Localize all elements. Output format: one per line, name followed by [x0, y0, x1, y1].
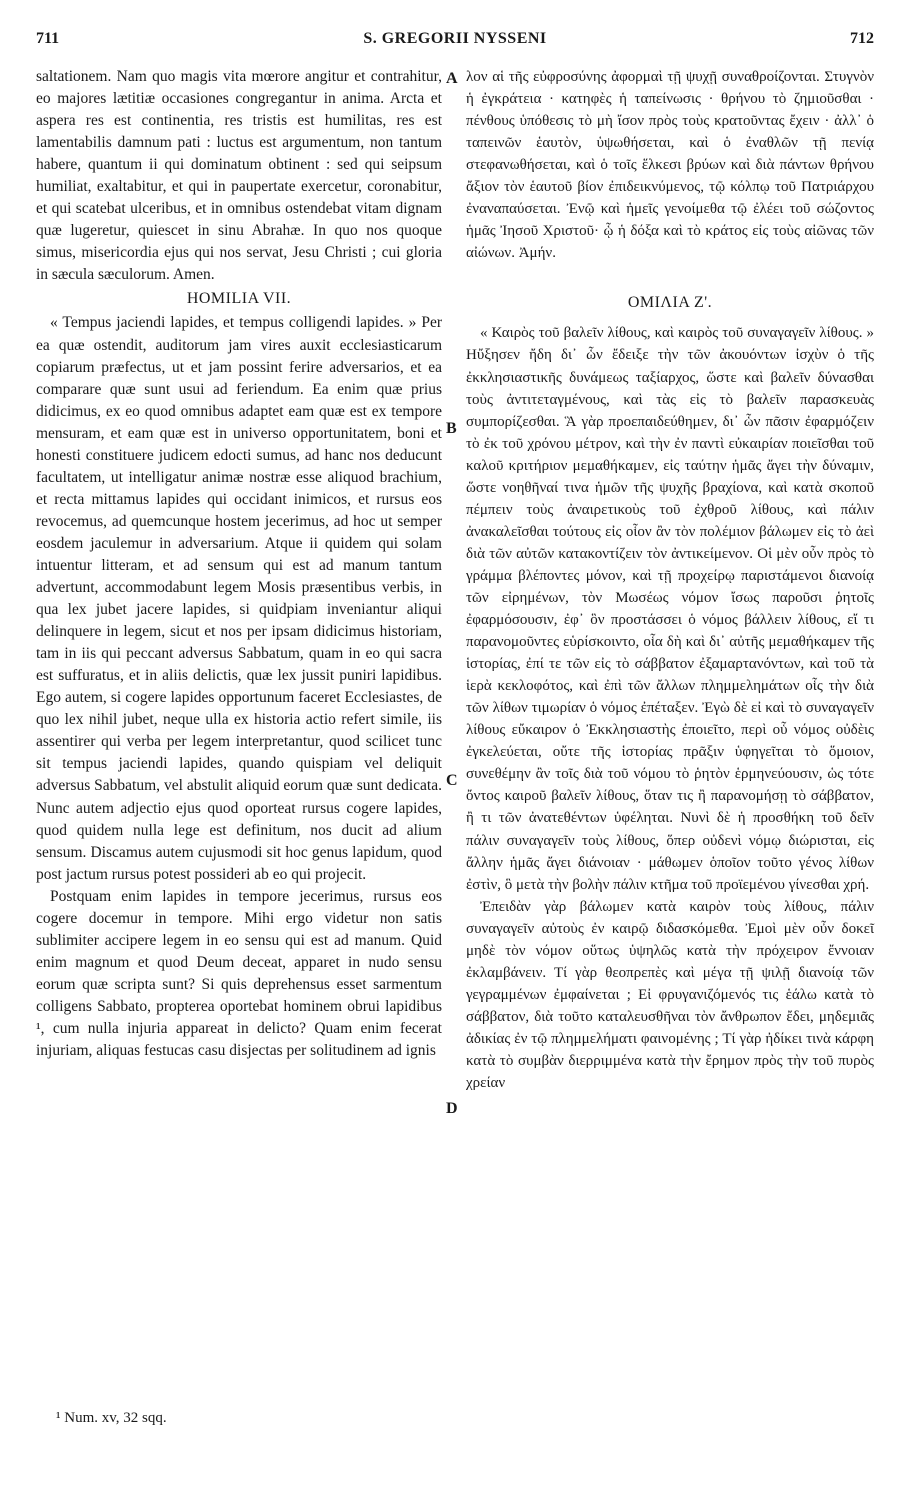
latin-paragraph-1: saltationem. Nam quo magis vita mœrore angitur et contrahitur, eo majores lætitiæ occasiones congregantur in anima. Arcta et aspera res est continentia, res tristis est humilitas, res est lamentabilis damnum pati : luctus est argumentum, non tantum habere, quantum ii qui dominatum obtinent : sed qui seipsum humiliat, exaltabitur, et qui in paupertate exercetur, coronabitur, et qui scatebat ulceribus, et in omnibus ostendebat vitam dignam quæ lugeretur, quiescet in sinu Abrahæ. In quo nos quoque simus, misericordia ejus qui nos servat, Jesu Christi ; cui gloria in sæcula sæculorum. Amen. — [36, 68, 442, 284]
running-header — [36, 30, 874, 56]
latin-homily-heading: HOMILIA VII. — [186, 290, 292, 308]
greek-column — [466, 66, 874, 1094]
section-marker-b: B — [446, 420, 457, 437]
latin-paragraph-2: « Tempus jaciendi lapides, et tempus colligendi lapides. » Per ea quæ ostendit, auditorum jam vires auxit ecclesiasticarum copiarum præfectus, ut et jam possint ferire adversarios, et ea comparare quæ sunt usui ad feriendum. Ea enim quæ prius didicimus, ex eo quod omnibus adaptet eam quæ est ex tempore mensuram, et eam quæ est in universo opportunitatem, boni et honesti constituere judicem edocti sumus, ad hanc nos deducunt facultatem, ut intelligatur animæ nostræ esse aliquod brachium, et recta mittamus lapides qui occidant inimicos, et rursus eos revocemus, ad quemcunque hostem jecerimus, ad hoc ut semper eosdem jaculemur in adversarium. Atque ii quidem qui solam intuentur litteram, et ad sensum qui est ad manum tantum advertunt, accommodabunt legem Mosis præsentibus verbis, in qua lex jubet jacere lapides, si quidpiam inveniantur aliqui delinquere in legem, sicut et nos per ipsam didicimus historiam, tam in iis qui peccant adversus Sabbatum, quam in eo qui sacra est suffuratus, et in aliis delictis, quæ lex jussit puniri lapidibus. Ego autem, si cogere lapides opportunum faceret Ecclesiastes, de quo lex nihil jubet, neque ulla ex historia actio refert simile, iis assentirer qui verba per legem interpretantur, quod scilicet tunc sit tempus jaciendi lapides, quando quispiam vel deliquit adversus Sabbatum, vel abstulit aliquid eorum quæ sunt dedicata. Nunc autem adjectio ejus quod oporteat rursus cogere lapides, quod quidem nulla lege est definitum, nos ducit ad alium sensum. Discamus autem cujusmodi sit hoc genus lapidum, quod post jactum rursus potest possideri ab eo qui projecit. — [36, 314, 442, 883]
section-marker-c: C — [446, 772, 458, 789]
latin-paragraph-3: Postquam enim lapides in tempore jecerimus, rursus eos cogere docemur in tempore. Mihi ergo videtur non satis sublimiter accipere legem in eo sensu qui est ad manum. Quid enim magnum et quod Deum deceat, apparet in nudo sensu eorum quæ scripta sunt? Si quis deprehensus esset sarmentum colligens Sabbato, propterea oportebat hominem obrui lapidibus ¹, cum nulla injuria appareat in delicto? Quam enim fecerat injuriam, aliquas festucas casu disjectas per solitudinem ad ignis — [36, 887, 442, 1060]
greek-paragraph-1: λον αἱ τῆς εὐφροσύνης ἀφορμαὶ τῇ ψυχῇ συναθροίζονται. Στυγνὸν ἡ ἐγκράτεια · κατηφὲς ἡ ταπείνωσις · θρήνου τὸ ζημιοῦσθαι · πένθους ὑπόθεσις τὸ μὴ ἴσον πρὸς τοὺς κρατοῦντας ἔχειν · ἀλλ᾽ ὁ ταπεινῶν ἑαυτὸν, ὑψωθήσεται, καὶ ὁ ἐναθλῶν τῇ πενίᾳ στεφανωθήσεται, καὶ ὁ τοῖς ἕλκεσι βρύων καὶ διὰ πάντων θρήνου ἄξιον τὸν ἑαυτοῦ βίον ἐπιδεικνύμενος, τῷ κόλπῳ τοῦ Πατριάρχου ἐναναπαύσεται. Ἐνῷ καὶ ἡμεῖς γενοίμεθα τῷ ἐλέει τοῦ σώζοντος ἡμᾶς Ἰησοῦ Χριστοῦ· ᾧ ἡ δόξα καὶ τὸ κράτος εἰς τοὺς αἰῶνας τῶν αἰώνων. Ἀμήν. — [466, 69, 874, 262]
running-title: S. GREGORII NYSSENI — [363, 30, 547, 47]
greek-homily-heading: ΟΜΙΛΙΑ Ζ'. — [627, 294, 713, 312]
page-number-right: 712 — [850, 30, 874, 47]
latin-column — [36, 66, 442, 1062]
section-marker-d: D — [446, 1100, 458, 1117]
greek-paragraph-3: Ἐπειδὰν γὰρ βάλωμεν κατὰ καιρὸν τοὺς λίθους, πάλιν συναγαγεῖν αὐτοὺς ἐν καιρῷ διδασκόμεθα. Ἐμοὶ μὲν οὖν δοκεῖ μηδὲ τὸν νόμον οὕτως ὑψηλῶς κατὰ τὴν πρόχειρον ἔννοιαν ἐκλαμβάνειν. Τί γὰρ θεοπρεπὲς καὶ μέγα τῇ ψιλῇ διανοίᾳ τῶν γεγραμμένων ἐμφαίνεται ; Εἰ φρυγανιζόμενός τις ἑάλω κατὰ τὸ σάββατον, διὰ τοῦτο καταλευσθῆναι τὸν ἄνθρωπον ἔδει, μηδεμιᾶς ἀδικίας ἐν τῷ πλημμελήματι φαινομένης ; Τί γὰρ ἠδίκει τινὰ κάρφη κατὰ τὸ συμβὰν διερριμμένα κατὰ τὴν ἔρημον πρὸς τὴν τοῦ πυρὸς χρείαν — [466, 898, 874, 1092]
page-number-left: 711 — [36, 30, 60, 47]
section-marker-a: A — [446, 70, 458, 87]
footnote: ¹ Num. xv, 32 sqq. — [56, 1410, 167, 1426]
greek-paragraph-2: « Καιρὸς τοῦ βαλεῖν λίθους, καὶ καιρὸς τοῦ συναγαγεῖν λίθους. » Ηὔξησεν ἤδη δι᾽ ὧν ἔδειξε τὴν τῶν ἀκουόντων ἰσχὺν ὁ τῆς ἐκκλησιαστικῆς δυνάμεως ταξίαρχος, ὥστε καὶ βαλεῖν δύνασθαι τοὺς ἀντιτεταγμένους, καὶ τὰς εἰς τὸ βαλεῖν παρασκευὰς συμπορίζεσθαι. Ἃ γὰρ προεπαιδεύθημεν, δι᾽ ὧν πᾶσιν ἐφαρμόζειν τὸ ἐκ τοῦ χρόνου μέτρον, καὶ τὴν ἐν παντὶ εὐκαιρίαν ποιεῖσθαι τοῦ καλοῦ κριτήριον μεμαθήκαμεν, εἰς ταύτην ἡμᾶς ἄγει τὴν δύναμιν, ὥστε νοηθῆναί τινα ἡμῶν τῆς ψυχῆς βραχίονα, καὶ κατὰ σκοποῦ πέμπειν τοὺς ἀναιρετικοὺς τοῦ ἐχθροῦ λίθους, καὶ πάλιν ἀνακαλεῖσθαι τούτους εἰς οἷον ἂν τὸν πολέμιον βάλωμεν εἰς τὸ ἀεὶ διὰ τῶν αὐτῶν κατακοντίζειν τὸν ἀντικείμενον. Οἱ μὲν οὖν πρὸς τὸ γράμμα βλέποντες μόνον, καὶ τῇ προχείρῳ παριστάμενοι διανοίᾳ τῶν εἰρημένων, τὸν Μωσέως νόμον ἴσως παροῦσι ῥητοῖς ἐφαρμόσουσιν, ἐφ᾽ ὃν προστάσσει ὁ νόμος βάλλειν λίθους, εἴ τι παρανομοῦντες εὑρίσκοιντο, οἷα δὴ καὶ δι᾽ αὐτῆς μεμαθήκαμεν τῆς ἱστορίας, ἐπί τε τῶν εἰς τὸ σάββατον ἐξαμαρτανόντων, καὶ τοῦ τὰ ἱερὰ κεκλοφότος, καὶ ἐπὶ τῶν ἄλλων πλημμελημάτων οἷς τὴν διὰ τῶν λίθων τιμωρίαν ὁ νόμος ἐπέταξεν. Ἐγὼ δὲ εἰ καὶ τὸ συναγαγεῖν λίθους εὔκαιρον ὁ Ἐκκλησιαστὴς ἐποιεῖτο, περὶ οὗ νόμος οὐδὲις ἐγκελεύεται, οὔτε τῆς ἱστορίας πρᾶξιν ὑφηγεῖται τὸ ὅμοιον, συνεθέμην ἂν τοῖς διὰ τοῦ νόμου τὸ ῥητὸν ἑρμηνεύουσιν, ὡς τότε ὄντος καιροῦ βαλεῖν λίθους, ὅταν τις ἢ παρανομήσῃ τὸ σάββατον, ἢ τι τῶν ἀνατεθέντων ὑφέληται. Νυνὶ δὲ ἡ προσθήκη τοῦ δεῖν πάλιν συναγαγεῖν τοὺς λίθους, ὅπερ οὐδενὶ νόμῳ διώρισται, εἰς ἄλλην ἡμᾶς ἄγει διάνοιαν · μάθωμεν ὁποῖον τοῦτο γένος λίθων ἐστὶν, ὃ μετὰ τὴν βολὴν πάλιν κτῆμα τοῦ προϊεμένου γίνεσθαι χρή. — [466, 325, 874, 893]
